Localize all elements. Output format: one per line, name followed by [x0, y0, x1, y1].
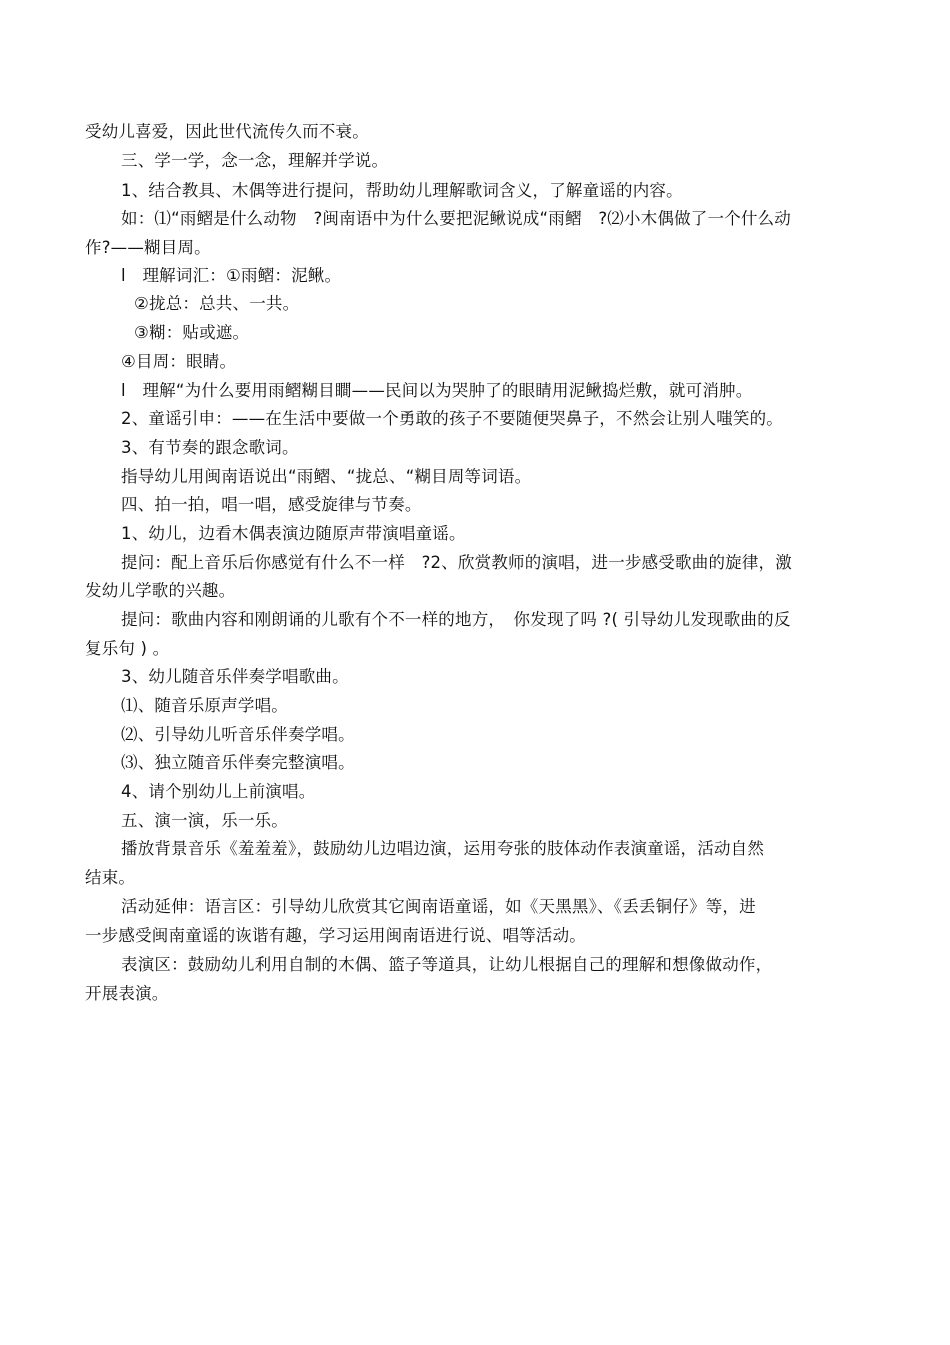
text-line: ④目周：眼睛。 [121, 352, 237, 371]
text-line: 1、幼儿，边看木偶表演边随原声带演唱童谣。 [121, 524, 466, 543]
text-line: ⑴、随音乐原声学唱。 [121, 696, 288, 715]
text-line: 复乐句 ) 。 [85, 639, 170, 658]
text-line: ②拢总：总共、一共。 [134, 294, 300, 313]
text-line: 作?——糊目周。 [85, 238, 211, 257]
text-line: ⑶、独立随音乐伴奏完整演唱。 [121, 753, 355, 772]
text-line: l 理解词汇：①雨鳛：泥鳅。 [121, 266, 342, 285]
text-line: 结束。 [85, 868, 136, 887]
text-line: 表演区：鼓励幼儿利用自制的木偶、篮子等道具，让幼儿根据自己的理解和想像做动作， [121, 955, 773, 974]
text-line: 提问：配上音乐后你感觉有什么不一样 ?2、欣赏教师的演唱，进一步感受歌曲的旋律，激 [121, 553, 792, 572]
text-line: 1、结合教具、木偶等进行提问，帮助幼儿理解歌词含义，了解童谣的内容。 [121, 181, 683, 200]
text-line: 播放背景音乐《羞羞羞》，鼓励幼儿边唱边演，运用夸张的肢体动作表演童谣，活动自然 [121, 839, 765, 858]
text-line: 开展表演。 [85, 984, 169, 1003]
text-line: ③糊：贴或遮。 [134, 323, 250, 342]
text-line: 活动延伸：语言区：引导幼儿欣赏其它闽南语童谣，如《天黑黑》、《丢丢铜仔》等，进 [121, 897, 756, 916]
text-line: 指导幼儿用闽南语说出“雨鳛、“拢总、“糊目周等词语。 [121, 467, 532, 486]
section-heading: 五、演一演，乐一乐。 [121, 811, 288, 830]
text-line: 3、有节奏的跟念歌词。 [121, 438, 299, 457]
text-line: 发幼儿学歌的兴趣。 [85, 581, 236, 600]
text-line: ⑵、引导幼儿听音乐伴奏学唱。 [121, 725, 355, 744]
text-line: 2、童谣引申：——在生活中要做一个勇敢的孩子不要随便哭鼻子，不然会让别人嗤笑的。 [121, 409, 783, 428]
text-line: 提问：歌曲内容和刚朗诵的儿歌有个不一样的地方， 你发现了吗 ?( 引导幼儿发现歌曲的反 [121, 610, 791, 629]
text-line: 受幼儿喜爱，因此世代流传久而不衰。 [85, 122, 369, 141]
text-line: 4、请个别幼儿上前演唱。 [121, 782, 316, 801]
section-heading: 四、拍一拍，唱一唱，感受旋律与节奏。 [121, 495, 422, 514]
text-line: 一步感受闽南童谣的诙谐有趣，学习运用闽南语进行说、唱等活动。 [85, 926, 586, 945]
text-line: l 理解“为什么要用雨鳛糊目瞷——民间以为哭肿了的眼睛用泥鳅捣烂敷，就可消肿。 [121, 381, 753, 400]
text-line: 3、幼儿随音乐伴奏学唱歌曲。 [121, 667, 349, 686]
text-line: 如：⑴“雨鳛是什么动物 ?闽南语中为什么要把泥鳅说成“雨鳛 ?⑵小木偶做了一个什么动 [121, 209, 792, 228]
section-heading: 三、学一学，念一念，理解并学说。 [121, 151, 389, 170]
